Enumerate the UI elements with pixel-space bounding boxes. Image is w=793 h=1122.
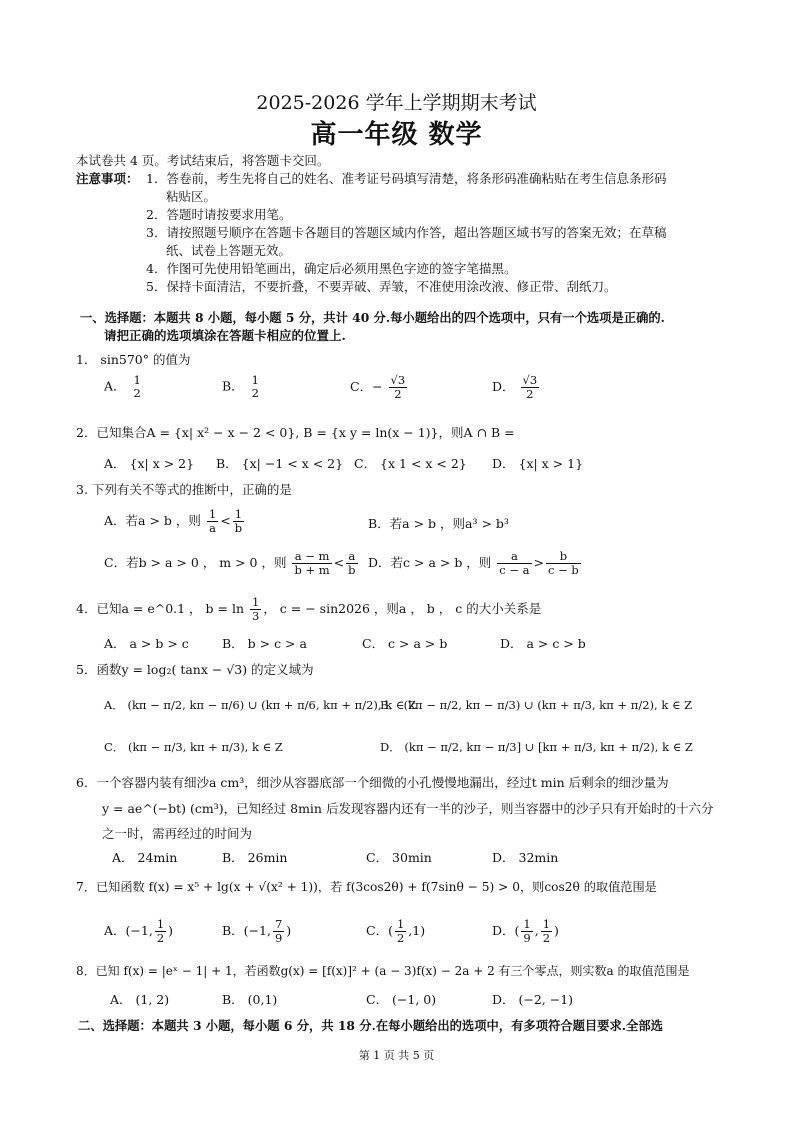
fraction [389,374,408,401]
fraction [155,918,166,945]
option-text: ) [286,923,292,939]
q1-option-c [350,374,409,401]
denominator: 2 [521,387,540,401]
numerator: 1 [133,373,141,387]
q6-option-a: A． 24min [112,850,178,865]
denominator: 2 [389,387,408,401]
denominator: b [234,521,243,536]
q7-option-b [222,918,291,945]
numerator: √3 [522,373,538,387]
notes-label: 注意事项： [76,171,139,186]
q2-option-d: D． {x| x > 1} [492,456,584,471]
section1-heading: 一、选择题：本题共 8 小题，每小题 5 分，共计 40 分.每小题给出的四个选项中，只有一个选项是正确的. [80,310,665,325]
q1-option-d [492,374,541,401]
fraction [346,550,357,577]
denominator: b [348,563,356,578]
option-text: , [534,923,539,939]
q4-option-c: C． c > a > b [362,636,448,651]
section2-heading: 二、选择题：本题共 3 小题，每小题 6 分，共 18 分.在每小题给出的选项中，有多项符合题目要求.全部选 [78,1018,663,1033]
intro-text: 本试卷共 4 页。考试结束后，将答题卡交回。 [76,153,330,168]
numerator: a − m [294,549,330,563]
denominator: c − a [499,563,530,578]
q6-option-c: C． 30min [366,850,432,865]
numerator: 1 [156,917,165,931]
q2-option-a: A． {x| x > 2} [104,456,195,471]
q5-option-b: B． (kπ − π/2, kπ − π/3) ∪ (kπ + π/3, kπ + π/2), k ∈ Z [380,698,693,712]
note-item: 1．答卷前，考生先将自己的姓名、准考证号码填写清楚，将条形码准确粘贴在考生信息条形码 [146,171,667,186]
q6-stem-line3: 之一时，需再经过的时间为 [102,826,253,841]
q5-stem: 5．函数y = log₂( tanx − √3) 的定义域为 [76,662,314,677]
page-title: 2025-2026 学年上学期期末考试 [256,92,537,114]
q5-option-d: D． (kπ − π/2, kπ − π/3] ∪ [kπ + π/3, kπ + π/2), k ∈ Z [380,740,693,754]
fraction [521,374,540,401]
numerator: 1 [234,507,243,521]
page-footer: 第 1 页 共 5 页 [358,1049,435,1062]
option-text: D．若c > a > b ，则 [368,555,492,571]
fraction [292,550,331,577]
option-label: D． [492,379,515,395]
numerator: a [348,549,356,563]
note-item: 粘贴区。 [166,189,217,204]
option-text: A．(−1, [104,923,153,939]
relation: < [220,513,231,529]
note-item: 3．请按照题号顺序在答题卡各题目的答题区域内作答，超出答题区域书写的答案无效；在草稿 [146,225,667,240]
q3-option-b: B．若a > b ，则a³ > b³ [368,516,509,531]
numerator: 1 [208,507,217,521]
q8-option-a: A． (1, 2) [110,992,170,1007]
subject-title: 高一年级 数学 [310,120,483,150]
denominator: c − b [548,563,579,578]
note-item: 5．保持卡面清洁，不要折叠，不要弄破、弄皱，不准使用涂改液、修正带、刮纸刀。 [146,279,617,294]
option-text: ,1) [408,923,426,939]
q6-stem-line2: y = ae^(−bt) (cm³)，已知经过 8min 后发现容器内还有一半的沙子，则当容器中的沙子只有开始时的十六分 [102,801,714,816]
numerator: a [510,549,518,563]
numerator: 7 [274,917,283,931]
q6-stem-line1: 6．一个容器内装有细沙a cm³，细沙从容器底部一个细微的小孔慢慢地漏出，经过t min 后剩余的细沙量为 [76,775,669,790]
note-item: 纸、试卷上答题无效。 [166,243,292,258]
numerator: 1 [523,917,531,931]
fraction [233,508,244,535]
denominator: 2 [133,386,141,401]
relation: > [533,555,545,571]
numerator: 1 [542,917,551,931]
numerator: 1 [396,917,405,931]
q1-option-b [222,374,263,400]
q2-stem: 2．已知集合A = {x| x² − x − 2 < 0}, B = {x y = ln(x − 1)}，则A ∩ B = [76,425,515,440]
q4-option-d: D． a > c > b [500,636,586,651]
numerator: b [559,549,568,563]
option-label: A． [104,378,126,394]
option-text: A．若a > b ，则 [104,513,201,529]
q6-option-b: B． 26min [222,850,288,865]
denominator: a [207,521,218,535]
fraction [250,374,261,400]
fraction [541,918,552,945]
fraction [132,374,143,400]
fraction [250,596,261,623]
option-text: C．若b > a > 0 ， m > 0 ，则 [104,555,287,571]
section1-heading-2: 请把正确的选项填涂在答题卡相应的位置上. [104,328,346,343]
denominator: 2 [251,386,259,401]
numerator: 1 [251,373,259,387]
q2-option-c: C． {x 1 < x < 2} [354,456,467,471]
stem-text: ， c = − sin2026 ，则a ， b ， c 的大小关系是 [263,601,542,617]
q7-option-a [104,918,173,945]
option-text: B．(−1, [222,923,271,939]
q3-stem: 3. 下列有关不等式的推断中，正确的是 [76,482,292,497]
fraction [497,550,531,577]
q7-stem: 7．已知函数 f(x) = x⁵ + lg(x + √(x² + 1))，若 f(3cos2θ) + f(7sinθ − 5) > 0，则cos2θ 的取值范围是 [76,880,657,894]
fraction [273,918,284,945]
q8-option-b: B． (0,1) [222,992,278,1007]
q5-option-c: C． (kπ − π/3, kπ + π/3), k ∈ Z [104,740,283,754]
relation: < [333,555,345,571]
q4-option-b: B． b > c > a [222,636,307,651]
q4-option-a: A． a > b > c [104,636,189,651]
q2-option-b: B． {x| −1 < x < 2} [216,456,344,471]
stem-text: 4．已知a = e^0.1 ， b = ln [76,601,244,617]
fraction [207,508,218,535]
fraction [395,918,406,945]
q1-option-a [104,374,145,400]
fraction [521,918,532,945]
q5-option-a: A． (kπ − π/2, kπ − π/6) ∪ (kπ + π/6, kπ + π/2), k ∈ Z [104,698,416,712]
q4-stem [76,596,541,623]
q3-option-c [104,550,360,577]
denominator: 2 [542,931,551,946]
q8-stem: 8．已知 f(x) = |eˣ − 1| + 1，若函数g(x) = [f(x)]² + (a − 3)f(x) − 2a + 2 有三个零点，则实数a 的取值范围是 [76,964,690,978]
numerator: 1 [251,595,260,609]
q3-option-d [368,550,583,577]
q8-option-c: C． (−1, 0) [366,992,437,1007]
option-text: ) [168,923,174,939]
denominator: 3 [251,609,260,624]
q1-stem: 1． sin570° 的值为 [76,352,191,367]
denominator: 2 [396,931,405,946]
q7-option-d [492,918,559,945]
option-label: C． [350,379,373,395]
option-text: C．( [366,923,393,939]
option-text: ) [554,923,559,939]
numerator: √3 [390,373,406,387]
note-item: 2．答题时请按要求用笔。 [146,207,292,222]
denominator: 9 [274,931,283,946]
note-item: 4．作图可先使用铅笔画出，确定后必须用黑色字迹的签字笔描黑。 [146,261,517,276]
minus-sign: − [372,379,383,395]
q8-option-d: D． (−2, −1) [492,992,574,1007]
q3-option-a [104,508,246,535]
q6-option-d: D． 32min [492,850,559,865]
fraction [546,550,581,577]
denominator: 2 [156,931,165,946]
denominator: b + m [294,563,330,578]
option-label: B． [222,378,244,394]
option-text: D．( [492,923,520,939]
denominator: 9 [523,931,531,946]
q7-option-c [366,918,425,945]
